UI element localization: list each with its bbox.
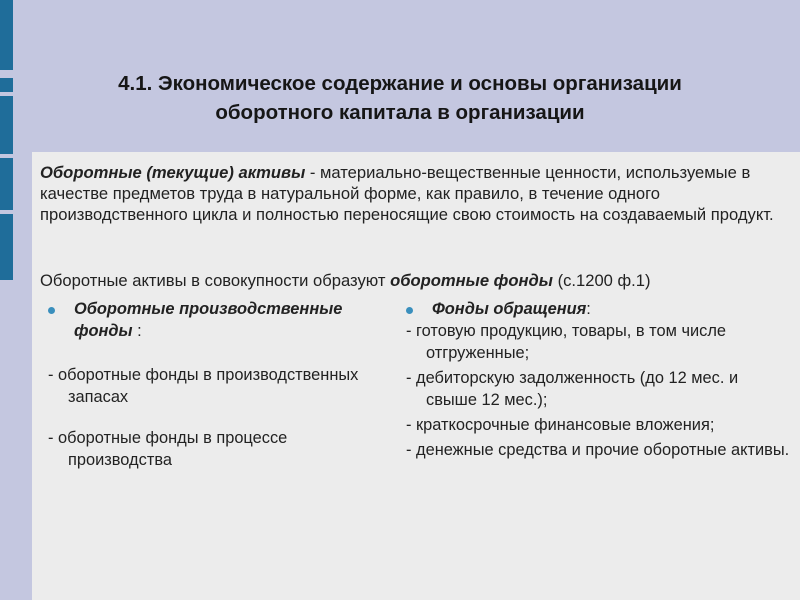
side-stripe xyxy=(0,214,13,280)
left-heading-suffix: : xyxy=(132,322,142,340)
list-item: - дебиторскую задолженность (до 12 мес. и свыше 12 мес.); xyxy=(406,369,739,409)
left-column xyxy=(42,298,377,471)
left-heading-text: Оборотные производственные фонды xyxy=(74,300,343,340)
summary-term: оборотные фонды xyxy=(390,271,553,290)
list-item: - оборотные фонды в процессе производства xyxy=(48,429,288,469)
definition-text: - материально-вещественные ценности, используемые в качестве предметов труда в натуральной форме, как правило, в течение одного производственного цикла и полностью переносящие свою стоимость на создаваемый продукт. xyxy=(40,163,774,224)
list-item: - готовую продукцию, товары, в том числе отгруженные; xyxy=(406,322,727,362)
bullet-dot-icon xyxy=(406,307,413,314)
slide-title-line-2: оборотного капитала в организации xyxy=(215,101,585,124)
content-panel xyxy=(32,152,800,600)
list-item: - денежные средства и прочие оборотные активы. xyxy=(406,441,790,459)
bullet-dot-icon xyxy=(48,307,55,314)
summary-suffix: (с.1200 ф.1) xyxy=(552,271,651,290)
slide-title-line-1: 4.1. Экономическое содержание и основы организации xyxy=(118,72,682,95)
side-stripe xyxy=(0,158,13,210)
decorative-side-bar xyxy=(0,0,13,600)
right-column-heading xyxy=(400,298,790,320)
definition-term: Оборотные (текущие) активы xyxy=(40,163,306,182)
right-heading-text: Фонды обращения xyxy=(432,300,587,318)
side-stripe xyxy=(0,78,13,92)
summary-prefix: Оборотные активы в совокупности образуют xyxy=(40,271,391,290)
side-stripe xyxy=(0,0,13,70)
definition-paragraph xyxy=(40,162,792,225)
list-item: - краткосрочные финансовые вложения; xyxy=(406,416,715,434)
list-item: - оборотные фонды в производственных запасах xyxy=(48,366,359,406)
summary-paragraph xyxy=(40,270,792,291)
right-column xyxy=(400,298,790,461)
side-stripe xyxy=(0,96,13,154)
right-heading-suffix: : xyxy=(586,300,591,318)
slide-title xyxy=(30,69,770,127)
left-column-heading xyxy=(42,298,377,342)
